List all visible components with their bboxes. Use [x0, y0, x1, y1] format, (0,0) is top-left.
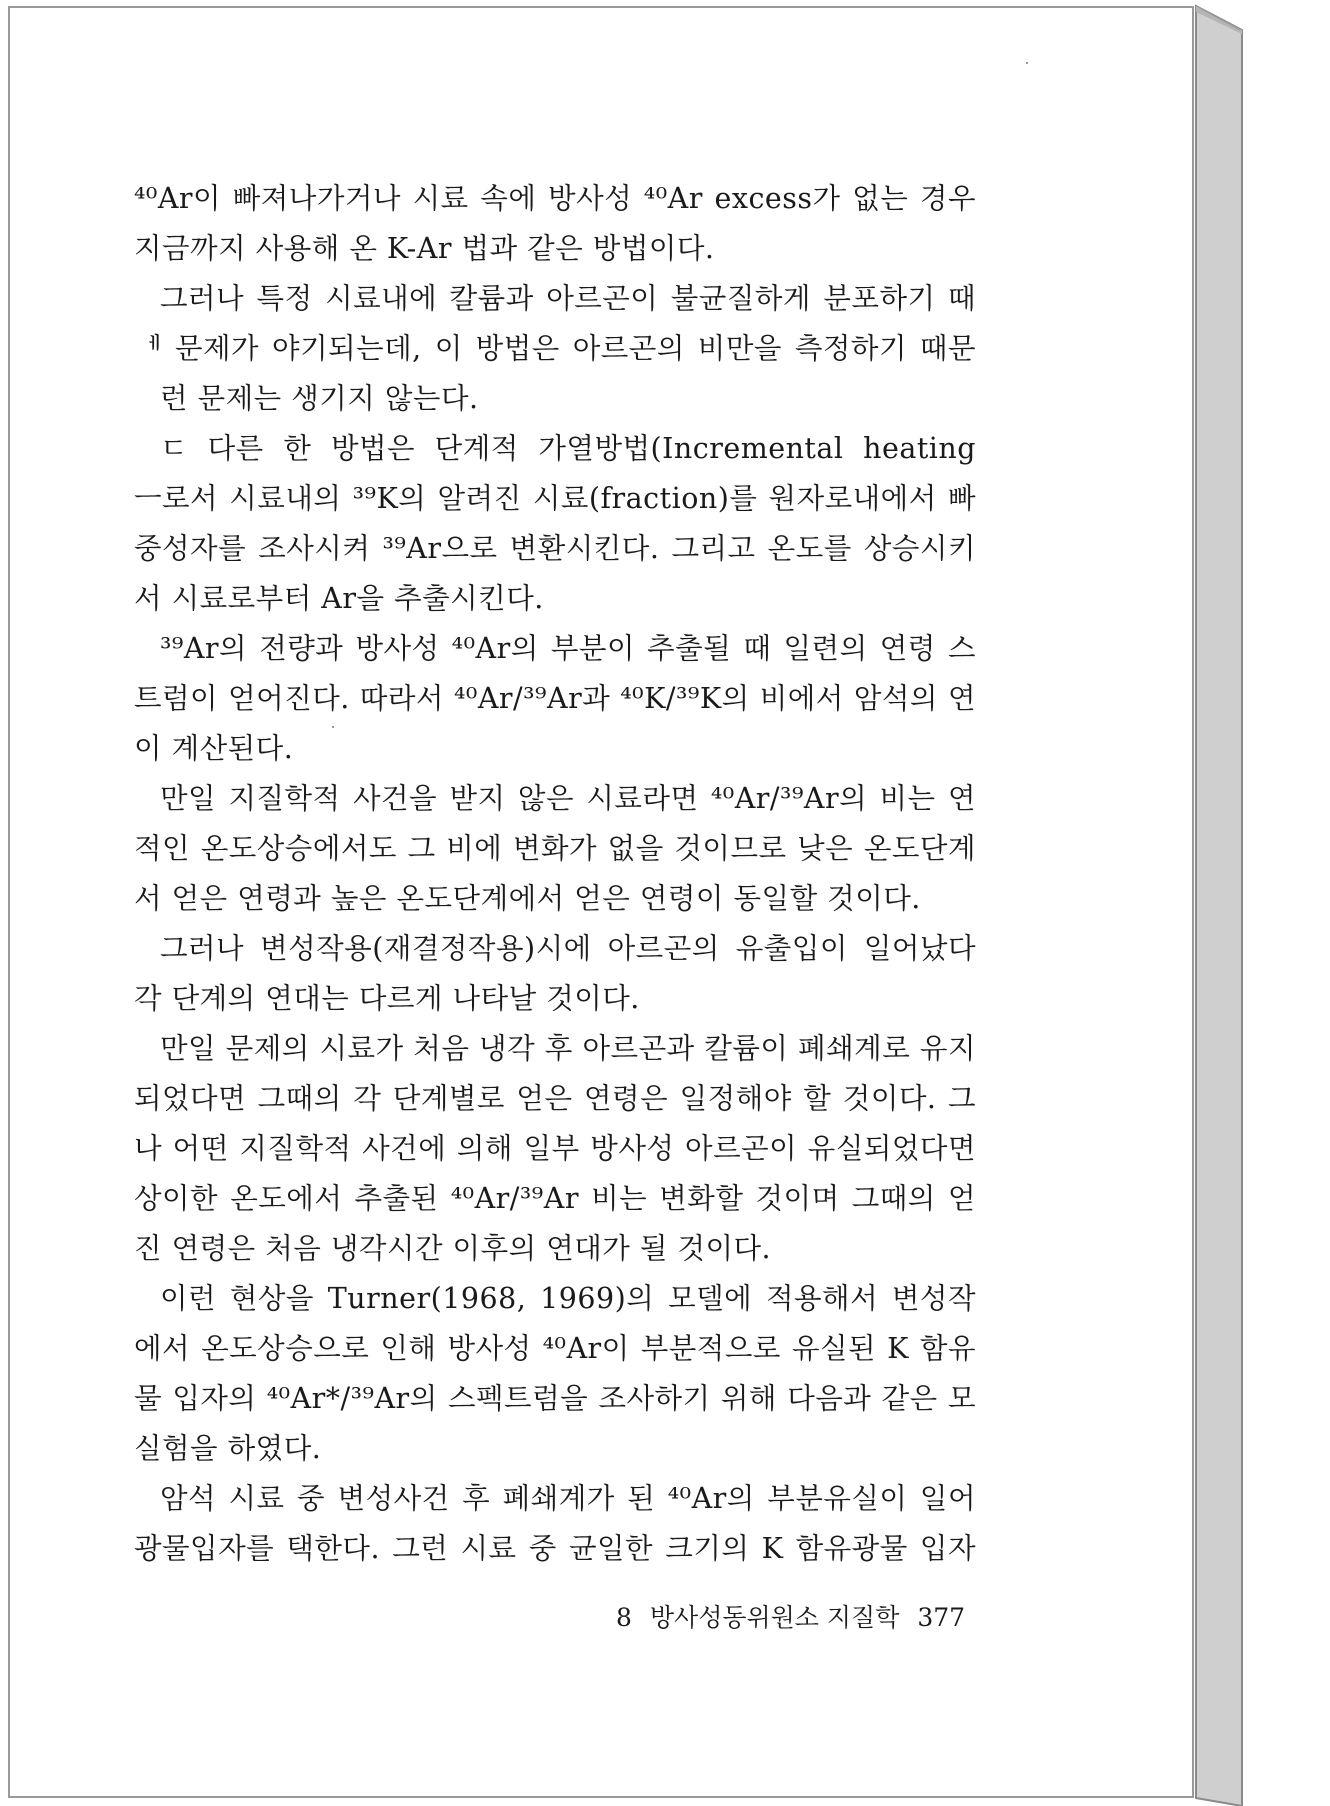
- text-line: 진 연령은 처음 냉각시간 이후의 연대가 될 것이다.: [134, 1232, 772, 1265]
- text-line: 되었다면 그때의 각 단계별로 얻은 연령은 일정해야 할 것이다. 그: [134, 1082, 976, 1115]
- text-line: 런 문제는 생기지 않는다.: [160, 382, 479, 415]
- chapter-number: 8: [616, 1603, 632, 1632]
- text-line: 광물입자를 택한다. 그런 시료 중 균일한 크기의 K 함유광물 입자: [134, 1532, 976, 1565]
- running-head: 방사성동위원소 지질학: [649, 1603, 900, 1632]
- text-line: 적인 온도상승에서도 그 비에 변화가 없을 것이므로 낮은 온도단계: [134, 832, 976, 865]
- text-line: ㅡ로서 시료내의 ³⁹K의 알려진 시료(fraction)를 원자로내에서 빠: [134, 482, 976, 515]
- text-line: 에서 온도상승으로 인해 방사성 ⁴⁰Ar이 부분적으로 유실된 K 함유: [134, 1332, 976, 1365]
- text-line: 이 계산된다.: [134, 732, 294, 765]
- text-line: 이런 현상을 Turner(1968, 1969)의 모델에 적용해서 변성작: [160, 1282, 976, 1315]
- page-footer: [616, 1598, 983, 1634]
- text-line: 실험을 하였다.: [134, 1432, 322, 1465]
- text-line: 그러나 변성작용(재결정작용)시에 아르곤의 유출입이 일어났다: [160, 932, 976, 965]
- text-line: 서 얻은 연령과 높은 온도단계에서 얻은 연령이 동일할 것이다.: [134, 882, 921, 915]
- text-line: 나 어떤 지질학적 사건에 의해 일부 방사성 아르곤이 유실되었다면: [134, 1132, 976, 1165]
- text-line: 지금까지 사용해 온 K-Ar 법과 같은 방법이다.: [134, 232, 715, 265]
- text-line: ㄷ 다른 한 방법은 단계적 가열방법(Incremental heating: [160, 432, 976, 465]
- text-line: ᅦ 문제가 야기되는데, 이 방법은 아르곤의 비만을 측정하기 때문: [134, 332, 976, 365]
- text-line: 만일 지질학적 사건을 받지 않은 시료라면 ⁴⁰Ar/³⁹Ar의 비는 연: [160, 782, 976, 815]
- scan-speck: [1026, 62, 1028, 64]
- text-line: 물 입자의 ⁴⁰Ar*/³⁹Ar의 스펙트럼을 조사하기 위해 다음과 같은 모: [134, 1382, 976, 1415]
- text-line: 트럼이 얻어진다. 따라서 ⁴⁰Ar/³⁹Ar과 ⁴⁰K/³⁹K의 비에서 암석의 연: [134, 682, 976, 715]
- text-line: ³⁹Ar의 전량과 방사성 ⁴⁰Ar의 부분이 추출될 때 일련의 연령 스: [160, 632, 976, 665]
- scan-speck: [332, 726, 334, 728]
- text-line: 그러나 특정 시료내에 칼륨과 아르곤이 불균질하게 분포하기 때: [160, 282, 976, 315]
- text-line: 각 단계의 연대는 다르게 나타날 것이다.: [134, 982, 640, 1015]
- text-line: 만일 문제의 시료가 처음 냉각 후 아르곤과 칼륨이 폐쇄계로 유지: [160, 1032, 976, 1065]
- text-line: 서 시료로부터 Ar을 추출시킨다.: [134, 582, 544, 615]
- page-number: 377: [917, 1603, 966, 1632]
- text-line: 암석 시료 중 변성사건 후 폐쇄계가 된 ⁴⁰Ar의 부분유실이 일어: [160, 1482, 976, 1515]
- text-line: ⁴⁰Ar이 빠져나가거나 시료 속에 방사성 ⁴⁰Ar excess가 없는 경우: [134, 182, 976, 215]
- text-line: 상이한 온도에서 추출된 ⁴⁰Ar/³⁹Ar 비는 변화할 것이며 그때의 얻: [134, 1182, 976, 1215]
- text-line: 중성자를 조사시켜 ³⁹Ar으로 변환시킨다. 그리고 온도를 상승시키: [134, 532, 976, 565]
